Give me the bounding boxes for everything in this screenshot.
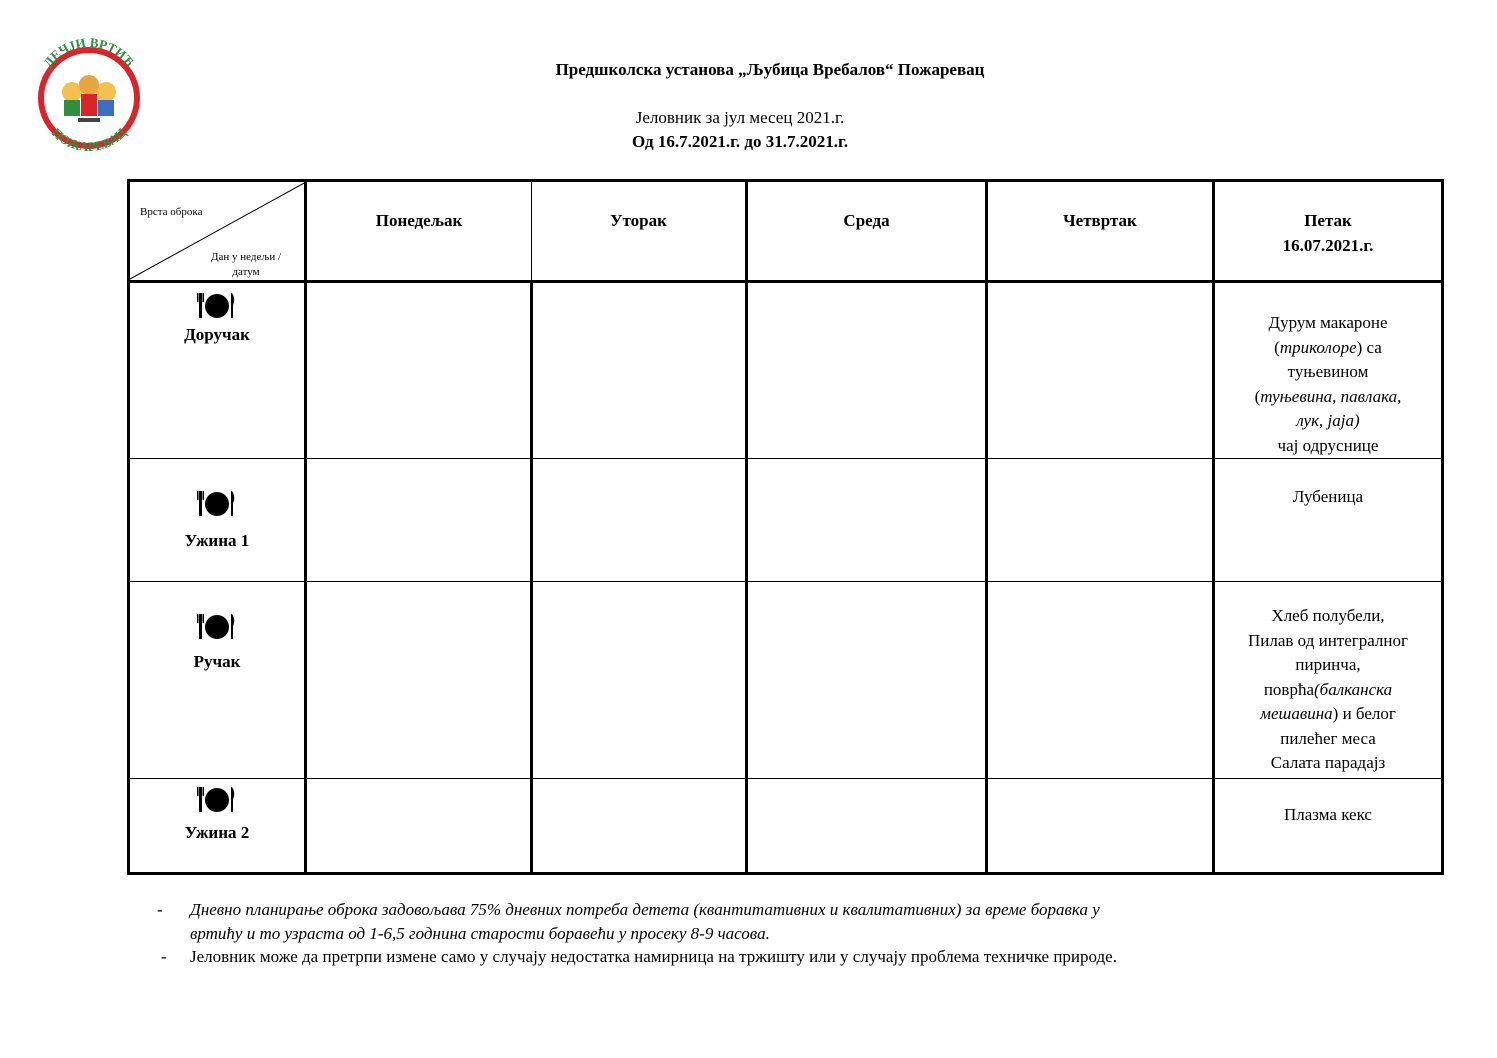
svg-text:ПОЖАРЕВАЦ: ПОЖАРЕВАЦ	[48, 124, 130, 155]
cell-wed-breakfast	[747, 282, 987, 459]
plate-cutlery-icon	[197, 785, 237, 813]
note-nutrition: - Дневно планирање оброка задовољава 75% дневних потреба детета (квантитативних и квалитативних) за време боравка у вртићу и то узраста од 1-6,5 годнина старости боравећи у просеку 8-9 часова.	[157, 900, 1100, 943]
cell-tue-snack2	[532, 779, 747, 874]
cell-wed-snack2	[747, 779, 987, 874]
menu-table	[127, 179, 1444, 875]
cell-thu-snack1	[987, 459, 1214, 582]
meal-lunch: Ручак	[129, 582, 306, 779]
day-header-thursday: Четвртак	[987, 181, 1214, 282]
cell-thu-breakfast	[987, 282, 1214, 459]
meal-type-label: Врста оброка	[140, 206, 203, 218]
institution-title: Предшколска установа „Љубица Вребалов“ Пожаревац	[555, 60, 985, 79]
menu-title: Јеловник за јул месец 2021.г.	[635, 108, 845, 127]
cell-thu-lunch	[987, 582, 1214, 779]
day-date-label: Дан у недељи / датум	[210, 251, 282, 278]
day-header-monday: Понедељак	[306, 181, 532, 282]
day-header-friday: Петак 16.07.2021.г.	[1214, 181, 1443, 282]
cell-mon-lunch	[306, 582, 532, 779]
corner-header	[129, 181, 306, 282]
note-menu-changes: - Јеловник може да претрпи измене само у случају недостатка намирница на тржишту или у случају проблема техничке природе.	[161, 947, 1117, 966]
meal-breakfast: Доручак	[129, 282, 306, 459]
meal-snack-2: Ужина 2	[129, 779, 306, 874]
cell-wed-snack1	[747, 459, 987, 582]
cell-mon-snack2	[306, 779, 532, 874]
cell-fri-lunch: Хлеб полубели, Пилав од интегралног пиринча, поврћа(балканска мешавина) и белог пилећег меса Салата парадајз	[1214, 582, 1443, 779]
cell-fri-snack2: Плазма кекс	[1214, 779, 1443, 874]
cell-tue-lunch	[532, 582, 747, 779]
cell-tue-snack1	[532, 459, 747, 582]
svg-text:ДЕЧЈИ ВРТИЋ: ДЕЧЈИ ВРТИЋ	[40, 34, 138, 71]
day-header-tuesday: Уторак	[532, 181, 747, 282]
meal-snack-1: Ужина 1	[129, 459, 306, 582]
cell-tue-breakfast	[532, 282, 747, 459]
cell-mon-breakfast	[306, 282, 532, 459]
plate-cutlery-icon	[197, 489, 237, 517]
plate-cutlery-icon	[197, 612, 237, 640]
cell-thu-snack2	[987, 779, 1214, 874]
cell-wed-lunch	[747, 582, 987, 779]
menu-period: Од 16.7.2021.г. до 31.7.2021.г.	[631, 132, 849, 151]
cell-fri-breakfast: Дурум макароне (триколоре) са туњевином (туњевина, павлака, лук, јаја) чај одруснице	[1214, 282, 1443, 459]
cell-fri-snack1: Лубеница	[1214, 459, 1443, 582]
day-header-wednesday: Среда	[747, 181, 987, 282]
cell-mon-snack1	[306, 459, 532, 582]
plate-cutlery-icon	[197, 291, 237, 319]
